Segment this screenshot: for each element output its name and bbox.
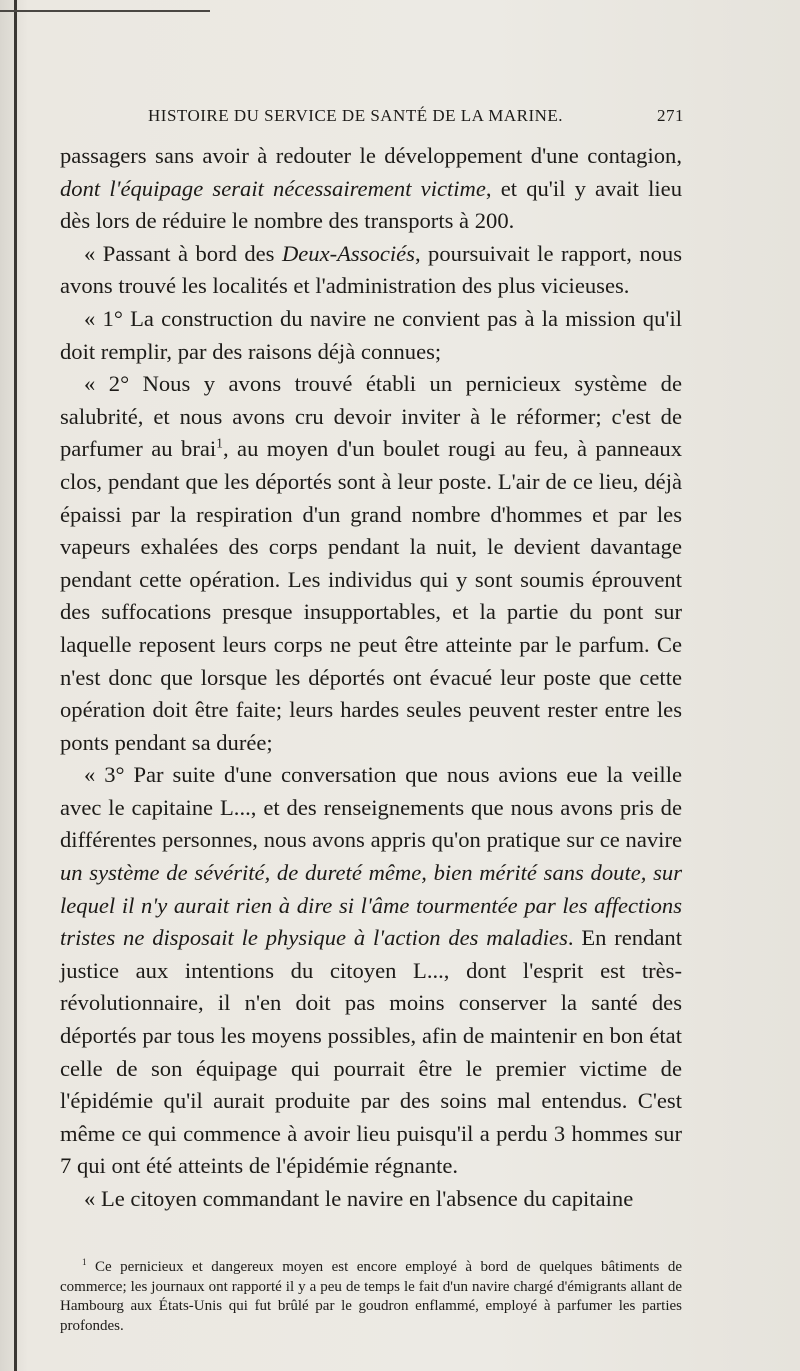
paragraph-5 [60,759,682,1183]
body-text [60,140,682,1216]
footnote-body: Ce pernicieux et dangereux moyen est encore employé à bord de quelques bâtiments de commerce; les journaux ont rapporté il y a peu de temps le fait d'un navire chargé d'émigrants allant de Hambourg aux États-Unis qui fut brûlé par le goudron enflammé, employé à parfumer les parties profondes. [60,1259,682,1334]
footnote-ref: 1 [216,435,223,451]
page-number: 271 [657,106,684,125]
text-run: , poursuivait le rapport, nous avons trouvé les localités et l'administration des plus vicieuses. [60,240,682,299]
text-run: . En rendant justice aux intentions du citoyen L..., dont l'esprit est très-révolutionnaire, il n'en doit pas moins conserver la santé des déportés par tous les moyens possibles, afin de maintenir en bon état celle de son équipage qui pourrait être le premier victime de l'épidémie qu'il aurait produite par des soins mal entendus. C'est même ce qui commence à avoir lieu puisqu'il a perdu 3 hommes sur 7 qui ont été atteints de l'épidémie régnante. [60,925,682,1179]
paragraph-1 [60,140,682,238]
paragraph-4 [60,368,682,759]
footnote-marker: 1 [82,1257,87,1267]
paragraph-3: « 1° La construction du navire ne convient pas à la mission qu'il doit remplir, par des raisons déjà connues; [60,305,682,364]
text-run: « 3° Par suite d'une conversation que nous avions eue la veille avec le capitaine L..., et des renseignements que nous avons pris de différentes personnes, nous avons appris qu'on pratique sur ce navire [60,762,682,853]
running-title: HISTOIRE DU SERVICE DE SANTÉ DE LA MARINE. [148,106,564,125]
text-run: , au moyen d'un boulet rougi au feu, à panneaux clos, pendant que les déportés sont à leur poste. L'air de ce lieu, déjà épaissi par la respiration d'un grand nombre d'hommes et par les vapeurs exhalées des corps pendant la nuit, le devient davantage pendant cette opération. Les individus qui y sont soumis éprouvent des suffocations presque insupportables, et la partie du pont sur laquelle reposent leurs corps ne peut être atteinte par le parfum. Ce n'est donc que lorsque les déportés ont évacué leur poste que cette opération doit être faite; leurs hardes seules peuvent rester entre les ponts pendant sa durée; [60,436,682,755]
text-run: , et qu'il y avait lieu dès lors de réduire le nombre des transports à 200. [60,175,682,234]
top-rule [0,10,210,12]
running-header [148,106,684,126]
italic-run: un système de sévérité, de dureté même, bien mérité sans doute, sur lequel il n'y aurait rien à dire si l'âme tourmentée par les affections tristes ne disposait le physique à l'action des maladies [60,860,682,951]
footnote [60,1258,682,1336]
text-run: passagers sans avoir à redouter le développement d'une contagion, [60,143,682,168]
binding-edge [14,0,17,1371]
ship-name: Deux-Associés [281,240,415,266]
paragraph-6: « Le citoyen commandant le navire en l'absence du capitaine [84,1186,634,1211]
text-run: « 2° Nous y avons trouvé établi un pernicieux système de salubrité, et nous avons cru devoir inviter à le réformer; c'est de parfumer au brai [60,371,682,462]
text-run: « Passant à bord des [84,240,282,266]
paragraph-2 [60,238,682,303]
footnote-text [60,1258,682,1336]
italic-run: dont l'équipage serait nécessairement victime [60,175,486,201]
